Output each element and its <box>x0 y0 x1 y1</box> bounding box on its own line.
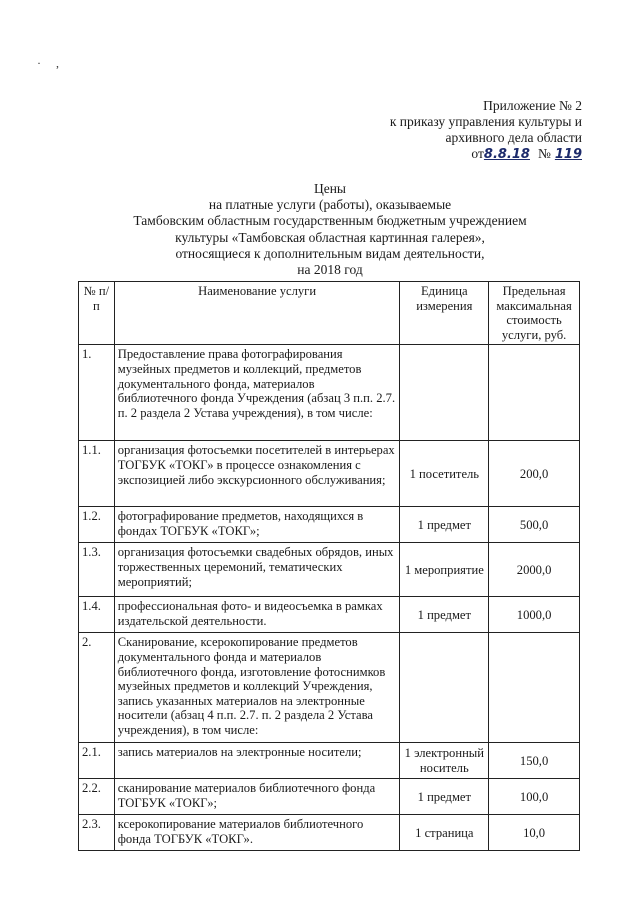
row-unit <box>400 345 489 441</box>
row-num: 2. <box>79 633 115 743</box>
table-row <box>79 345 580 441</box>
row-unit: 1 мероприятие <box>400 543 489 597</box>
row-unit <box>400 633 489 743</box>
row-unit: 1 предмет <box>400 779 489 815</box>
row-price: 150,0 <box>489 743 580 779</box>
scan-marks: · , <box>37 56 65 70</box>
row-price: 10,0 <box>489 815 580 851</box>
header-num: № п/п <box>79 282 115 345</box>
row-name: фотографирование предметов, находящихся в фондах ТОГБУК «ТОКГ»; <box>114 507 400 543</box>
price-table <box>78 281 580 851</box>
row-price: 2000,0 <box>489 543 580 597</box>
table-row <box>79 633 580 743</box>
table-row <box>79 779 580 815</box>
title-line-6: на 2018 год <box>297 262 363 278</box>
appendix-department-line: архивного дела области <box>445 130 582 145</box>
row-name: ксерокопирование материалов библиотечного фонда ТОГБУК «ТОКГ». <box>114 815 400 851</box>
appendix-header <box>282 98 582 163</box>
table-row <box>79 597 580 633</box>
appendix-title: Приложение № 2 <box>483 98 582 113</box>
row-name: профессиональная фото- и видеосъемка в рамках издательской деятельности. <box>114 597 400 633</box>
row-name: организация фотосъемки свадебных обрядов, иных торжественных церемоний, тематических мероприятий; <box>114 543 400 597</box>
row-name: организация фотосъемки посетителей в интерьерах ТОГБУК «ТОКГ» в процессе ознакомления с экспозицией либо экскурсионного обслуживания; <box>114 441 400 507</box>
row-name: Сканирование, ксерокопирование предметов документального фонда и материалов библиотечного фонда, изготовление фотоснимков музейных предметов и коллекций Учреждения, запись указанных материалов на электронные носители (абзац 4 п.п. 2.7. п. 2 раздела 2 Устава учреждения), в том числе: <box>114 633 400 743</box>
title-line-1: Цены <box>313 181 347 196</box>
row-num: 1. <box>79 345 115 441</box>
table-row <box>79 543 580 597</box>
row-unit: 1 страница <box>400 815 489 851</box>
row-price <box>489 633 580 743</box>
row-name: сканирование материалов библиотечного фонда ТОГБУК «ТОКГ»; <box>114 779 400 815</box>
row-num: 2.2. <box>79 779 115 815</box>
handwritten-date: 8.8.18 <box>483 147 530 162</box>
header-unit: Единица измерения <box>400 282 489 345</box>
title-line-2: на платные услуги (работы), оказываемые <box>208 197 452 213</box>
header-price: Предельная максимальная стоимость услуги, руб. <box>489 282 580 345</box>
row-num: 1.3. <box>79 543 115 597</box>
row-num: 2.3. <box>79 815 115 851</box>
row-num: 1.2. <box>79 507 115 543</box>
row-unit: 1 посетитель <box>400 441 489 507</box>
title-line-3: Тамбовским областным государственным бюджетным учреждением <box>133 213 527 229</box>
title-line-5: относящиеся к дополнительным видам деятельности, <box>175 245 485 261</box>
table-row <box>79 743 580 779</box>
row-unit: 1 электронный носитель <box>400 743 489 779</box>
table-row <box>79 507 580 543</box>
table-row <box>79 441 580 507</box>
row-num: 2.1. <box>79 743 115 779</box>
row-name: запись материалов на электронные носители; <box>114 743 400 779</box>
appendix-order-line: к приказу управления культуры и <box>389 114 582 129</box>
table-header-row <box>79 282 580 345</box>
header-name: Наименование услуги <box>114 282 400 345</box>
row-price: 200,0 <box>489 441 580 507</box>
row-unit: 1 предмет <box>400 507 489 543</box>
date-prefix: от <box>471 146 484 161</box>
row-name: Предоставление права фотографирования музейных предметов и коллекций, предметов документального фонда, материалов библиотечного фонда Учреждения (абзац 3 п.п. 2.7. п. 2 раздела 2 Устава учреждения), в том числе: <box>114 345 400 441</box>
row-num: 1.1. <box>79 441 115 507</box>
row-price: 1000,0 <box>489 597 580 633</box>
handwritten-number: 119 <box>554 147 582 162</box>
row-price: 500,0 <box>489 507 580 543</box>
document-title <box>80 181 580 278</box>
row-num: 1.4. <box>79 597 115 633</box>
appendix-date-number <box>282 146 582 163</box>
number-prefix: № <box>537 146 551 161</box>
row-unit: 1 предмет <box>400 597 489 633</box>
row-price: 100,0 <box>489 779 580 815</box>
table-row <box>79 815 580 851</box>
title-line-4: культуры «Тамбовская областная картинная галерея», <box>175 229 485 245</box>
row-price <box>489 345 580 441</box>
